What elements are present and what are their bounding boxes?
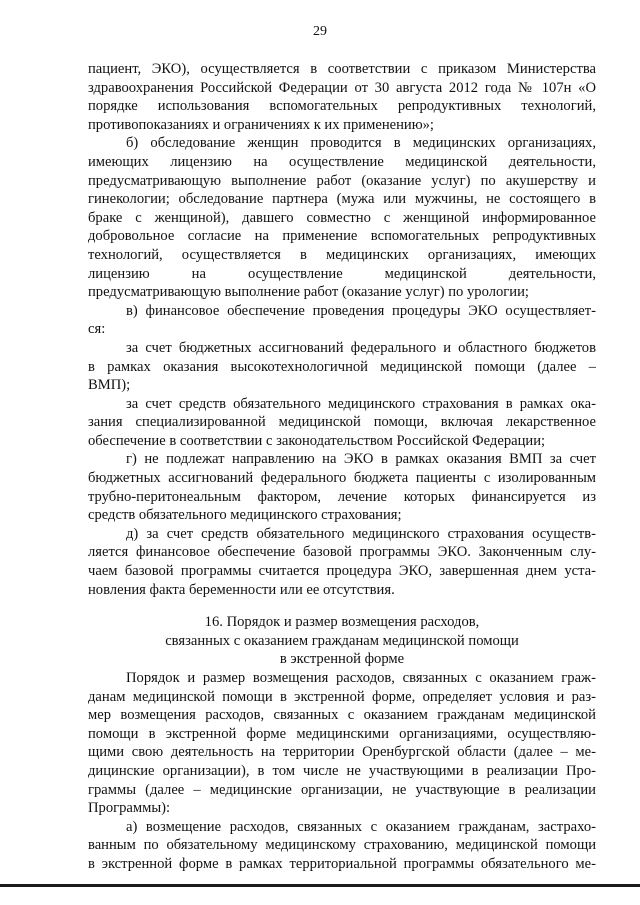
paragraph-first-line: г) не подлежат направлению на ЭКО в рамках оказания ВМП за счет	[126, 451, 596, 468]
paragraph-first-line: за счет средств обязательного медицинского страхования в рамках ока-	[126, 395, 596, 412]
paragraph-first-line: в) финансовое обеспечение проведения процедуры ЭКО осуществляет-	[126, 302, 596, 319]
text-line: чаем базовой программы считается процедура ЭКО, завершенная днем уста-	[88, 563, 596, 580]
text-line: порядке использования вспомогательных репродуктивных технологий,	[88, 98, 596, 115]
text-line: ляется финансовое обеспечение базовой программы ЭКО. Законченным слу-	[88, 544, 596, 561]
text-line: зания специализированной медицинской помощи, включая лекарственное	[88, 414, 596, 431]
page-bottom-rule	[0, 884, 640, 887]
paragraph-first-line: д) за счет средств обязательного медицинского страхования осуществ-	[126, 525, 596, 542]
text-line: трубно-перитонеальным фактором, лечение которых финансируется из	[88, 488, 596, 505]
text-line: лицензию на осуществление медицинской деятельности,	[88, 265, 596, 282]
paragraph-first-line: за счет бюджетных ассигнований федерального и областного бюджетов	[126, 339, 596, 356]
paragraph-first-line: а) возмещение расходов, связанных с оказанием гражданам, застрахо-	[126, 818, 596, 835]
text-line: предусматривающую выполнение работ (оказание услуг) по акушерству и	[88, 172, 596, 189]
text-line: ся:	[88, 321, 106, 338]
text-line: браке с женщиной), давшего совместно с женщиной информированное	[88, 209, 596, 226]
text-line: имеющих лицензию на осуществление медицинской деятельности,	[88, 153, 596, 170]
text-line: Программы):	[88, 800, 171, 817]
text-line: граммы (далее – медицинские организации, не участвующие в реализации	[88, 781, 596, 798]
text-line: предусматривающую выполнение работ (оказание услуг) по урологии;	[88, 284, 529, 301]
text-line: новления факта беременности или ее отсутствия.	[88, 581, 395, 598]
text-line: помощи в экстренной форме медицинскими организациями, осуществляю-	[88, 725, 596, 742]
text-line: ВМП);	[88, 377, 131, 394]
text-line: ванным по обязательному медицинскому страхованию, медицинской помощи	[88, 837, 596, 854]
text-line: здравоохранения Российской Федерации от 30 августа 2012 года № 107н «О	[88, 79, 596, 96]
text-line: гинекологии; обследование партнера (мужа или мужчины, не состоящего в	[88, 191, 596, 208]
text-line: добровольное согласие на применение вспомогательных репродуктивных	[88, 228, 596, 245]
text-line: щими свою деятельность на территории Оренбургской области (далее – ме-	[88, 744, 596, 761]
page-number: 29	[313, 24, 327, 39]
text-line: данам медицинской помощи в экстренной форме, определяет условия и раз-	[88, 688, 596, 705]
section-heading-line: в экстренной форме	[279, 651, 405, 668]
section-heading-line: 16. Порядок и размер возмещения расходов,	[204, 614, 480, 631]
text-line: в экстренной форме в рамках территориальной программы обязательного ме-	[88, 855, 596, 872]
section-heading-line: связанных с оказанием гражданам медицинской помощи	[165, 632, 519, 649]
body-text	[88, 60, 596, 874]
text-line: обеспечение в соответствии с законодательством Российской Федерации;	[88, 432, 546, 449]
text-line: бюджетных ассигнований федерального бюджета пациенты с изолированным	[88, 470, 596, 487]
text-line: дицинские организации), в том числе не участвующими в реализации Про-	[88, 762, 596, 779]
text-line: мер возмещения расходов, связанных с оказанием гражданам медицинской	[88, 707, 596, 724]
section-spacer	[88, 599, 596, 613]
text-line: противопоказаниях и ограничениях к их применению»;	[88, 116, 434, 133]
text-line: технологий, осуществляется в медицинских организациях, имеющих	[88, 246, 596, 263]
paragraph-first-line: б) обследование женщин проводится в медицинских организациях,	[126, 135, 596, 152]
text-line: в рамках оказания высокотехнологичной медицинской помощи (далее –	[88, 358, 596, 375]
text-line: пациент, ЭКО), осуществляется в соответствии с приказом Министерства	[88, 61, 596, 77]
text-line: средств обязательного медицинского страхования;	[88, 507, 402, 524]
paragraph-first-line: Порядок и размер возмещения расходов, связанных с оказанием граж-	[126, 670, 596, 686]
